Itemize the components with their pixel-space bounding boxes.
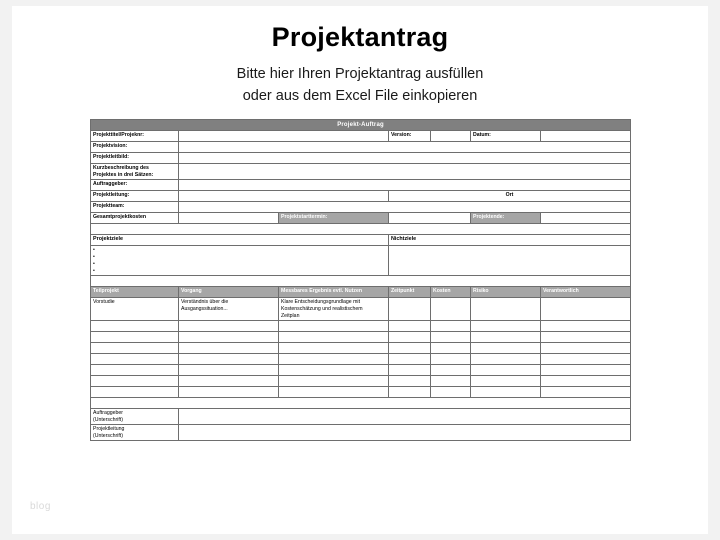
input-projektstart[interactable] <box>389 213 471 224</box>
cell-verantwortlich[interactable] <box>541 321 631 332</box>
cell-vorgang[interactable] <box>179 387 279 398</box>
cell-kosten[interactable] <box>431 343 471 354</box>
cell-kosten[interactable] <box>431 365 471 376</box>
label-projektteam: Projektteam: <box>91 202 179 213</box>
cell-risiko[interactable] <box>471 354 541 365</box>
input-projektleitbild[interactable] <box>179 153 631 164</box>
cell-teilprojekt[interactable] <box>91 332 179 343</box>
label-auftraggeber: Auftraggeber: <box>91 180 179 191</box>
cell-kosten[interactable] <box>431 332 471 343</box>
cell-verantwortlich[interactable] <box>541 354 631 365</box>
cell-vorgang-line-1: Verständnis über die <box>181 298 229 305</box>
cell-zeitpunkt[interactable] <box>389 321 431 332</box>
cell-ergebnis[interactable] <box>279 343 389 354</box>
label-signature-auftraggeber-line-1: Auftraggeber <box>93 409 123 416</box>
column-header-ergebnis: Messbares Ergebnis evtl. Nutzen <box>279 287 389 298</box>
row-projektleitung <box>91 191 631 202</box>
column-header-risiko: Risiko <box>471 287 541 298</box>
bullet-1: • <box>93 246 95 253</box>
input-gesamtprojektkosten[interactable] <box>179 213 279 224</box>
input-signature-projektleitung[interactable] <box>179 425 631 441</box>
table-row[interactable] <box>91 332 631 343</box>
cell-zeitpunkt[interactable] <box>389 376 431 387</box>
label-nichtziele: Nichtziele <box>389 235 631 246</box>
subtitle-line-1: Bitte hier Ihren Projektantrag ausfüllen <box>236 66 484 82</box>
label-projektstarttermin: Projektstarttermin: <box>279 213 389 224</box>
cell-zeitpunkt[interactable] <box>389 298 431 321</box>
spacer-row-1 <box>91 224 631 235</box>
row-signature-auftraggeber <box>91 409 631 425</box>
input-version[interactable] <box>431 131 471 142</box>
label-gesamtprojektkosten: Gesamtprojektkosten <box>91 213 179 224</box>
cell-ergebnis[interactable] <box>279 387 389 398</box>
cell-kosten[interactable] <box>431 376 471 387</box>
spacer-cell-1 <box>91 224 631 235</box>
cell-verantwortlich[interactable] <box>541 365 631 376</box>
cell-ergebnis[interactable] <box>279 376 389 387</box>
watermark-text: blog <box>30 501 51 512</box>
cell-verantwortlich[interactable] <box>541 332 631 343</box>
task-table-header-row <box>91 287 631 298</box>
cell-kosten[interactable] <box>431 321 471 332</box>
bullet-2: • <box>93 253 95 260</box>
row-projektleitbild <box>91 153 631 164</box>
column-header-verantwortlich: Verantwortlich <box>541 287 631 298</box>
sheet-header-title: Projekt-Auftrag <box>91 120 631 131</box>
cell-ergebnis[interactable] <box>279 365 389 376</box>
input-projektende[interactable] <box>541 213 631 224</box>
label-version: Version: <box>389 131 431 142</box>
table-row[interactable] <box>91 343 631 354</box>
input-kurzbeschreibung[interactable] <box>179 164 631 180</box>
document-page <box>12 6 708 534</box>
cell-risiko[interactable] <box>471 365 541 376</box>
input-nichtziele[interactable] <box>389 246 631 276</box>
input-projektleitung[interactable] <box>179 191 389 202</box>
cell-ergebnis-line-1: Klare Entscheidungsgrundlage mit <box>281 298 361 305</box>
spacer-row-2 <box>91 276 631 287</box>
page-subtitle <box>12 63 708 108</box>
cell-teilprojekt[interactable] <box>91 354 179 365</box>
cell-teilprojekt[interactable] <box>91 376 179 387</box>
cell-zeitpunkt[interactable] <box>389 332 431 343</box>
input-projekttitel[interactable] <box>179 131 389 142</box>
cell-teilprojekt[interactable]: Vorstudie <box>91 298 179 321</box>
label-signature-projektleitung <box>91 425 179 441</box>
cell-ergebnis-line-2: Kostenschätzung und realistischem <box>281 305 363 312</box>
cell-verantwortlich[interactable] <box>541 376 631 387</box>
cell-verantwortlich[interactable] <box>541 387 631 398</box>
cell-vorgang[interactable] <box>179 298 279 321</box>
column-header-vorgang: Vorgang <box>179 287 279 298</box>
cell-ergebnis[interactable] <box>279 332 389 343</box>
label-signature-auftraggeber <box>91 409 179 425</box>
cell-vorgang[interactable] <box>179 354 279 365</box>
cell-ergebnis-line-3: Zeitplan <box>281 312 300 319</box>
table-row[interactable] <box>91 387 631 398</box>
column-header-teilprojekt: Teilprojekt <box>91 287 179 298</box>
label-kurzbeschreibung-line-2: Projektes in drei Sätzen: <box>93 171 154 178</box>
cell-risiko[interactable] <box>471 332 541 343</box>
cell-zeitpunkt[interactable] <box>389 354 431 365</box>
cell-vorgang[interactable] <box>179 376 279 387</box>
label-signature-projektleitung-line-2: (Unterschrift) <box>93 432 123 439</box>
cell-vorgang[interactable] <box>179 343 279 354</box>
input-projektziele[interactable] <box>91 246 389 276</box>
page-title: Projektantrag <box>271 22 449 52</box>
label-signature-auftraggeber-line-2: (Unterschrift) <box>93 416 123 423</box>
table-row[interactable] <box>91 376 631 387</box>
bullet-3: • <box>93 260 95 267</box>
cell-ergebnis[interactable] <box>279 298 389 321</box>
table-row[interactable] <box>91 365 631 376</box>
cell-vorgang[interactable] <box>179 321 279 332</box>
label-projektende: Projektende: <box>471 213 541 224</box>
row-gesamtprojektkosten <box>91 213 631 224</box>
bullet-4: • <box>93 267 95 274</box>
label-ort: Ort <box>389 191 631 202</box>
spacer-row-3 <box>91 398 631 409</box>
cell-risiko[interactable] <box>471 298 541 321</box>
label-datum: Datum: <box>471 131 541 142</box>
project-order-table <box>90 119 631 441</box>
cell-vorgang[interactable] <box>179 332 279 343</box>
cell-teilprojekt[interactable] <box>91 387 179 398</box>
row-ziele-headers <box>91 235 631 246</box>
project-order-sheet <box>90 119 630 441</box>
label-projektleitung: Projektleitung: <box>91 191 179 202</box>
input-signature-auftraggeber[interactable] <box>179 409 631 425</box>
row-kurzbeschreibung <box>91 164 631 180</box>
row-projektvision <box>91 142 631 153</box>
cell-zeitpunkt[interactable] <box>389 387 431 398</box>
subtitle-line-2: oder aus dem Excel File einkopieren <box>242 88 478 105</box>
cell-verantwortlich[interactable] <box>541 343 631 354</box>
cell-teilprojekt[interactable] <box>91 365 179 376</box>
spacer-cell-3 <box>91 398 631 409</box>
cell-vorgang[interactable] <box>179 365 279 376</box>
cell-zeitpunkt[interactable] <box>389 343 431 354</box>
row-projekttitel <box>91 131 631 142</box>
column-header-zeitpunkt: Zeitpunkt <box>389 287 431 298</box>
input-projektvision[interactable] <box>179 142 631 153</box>
cell-risiko[interactable] <box>471 343 541 354</box>
cell-risiko[interactable] <box>471 376 541 387</box>
input-projektteam[interactable] <box>179 202 631 213</box>
label-kurzbeschreibung <box>91 164 179 180</box>
cell-kosten[interactable] <box>431 387 471 398</box>
row-ziele-bullets <box>91 246 631 276</box>
cell-ergebnis[interactable] <box>279 321 389 332</box>
spacer-cell-2 <box>91 276 631 287</box>
row-signature-projektleitung <box>91 425 631 441</box>
cell-verantwortlich[interactable] <box>541 298 631 321</box>
sheet-header-row <box>91 120 631 131</box>
cell-kosten[interactable] <box>431 298 471 321</box>
row-projektteam <box>91 202 631 213</box>
cell-vorgang-line-2: Ausgangssituation... <box>181 305 228 312</box>
cell-risiko[interactable] <box>471 321 541 332</box>
row-auftraggeber <box>91 180 631 191</box>
label-signature-projektleitung-line-1: Projektleitung <box>93 425 125 432</box>
table-row[interactable] <box>91 321 631 332</box>
label-projektziele: Projektziele <box>91 235 389 246</box>
cell-teilprojekt[interactable] <box>91 343 179 354</box>
input-datum[interactable] <box>541 131 631 142</box>
cell-risiko[interactable] <box>471 387 541 398</box>
table-row[interactable] <box>91 298 631 321</box>
label-projektleitbild: Projektleitbild: <box>91 153 179 164</box>
cell-zeitpunkt[interactable] <box>389 365 431 376</box>
label-projekttitel: Projekttitel/Projeknr: <box>91 131 179 142</box>
table-row[interactable] <box>91 354 631 365</box>
cell-teilprojekt[interactable] <box>91 321 179 332</box>
label-projektvision: Projektvision: <box>91 142 179 153</box>
cell-kosten[interactable] <box>431 354 471 365</box>
column-header-kosten: Kosten <box>431 287 471 298</box>
label-kurzbeschreibung-line-1: Kurzbeschreibung des <box>93 164 149 171</box>
cell-ergebnis[interactable] <box>279 354 389 365</box>
input-auftraggeber[interactable] <box>179 180 631 191</box>
